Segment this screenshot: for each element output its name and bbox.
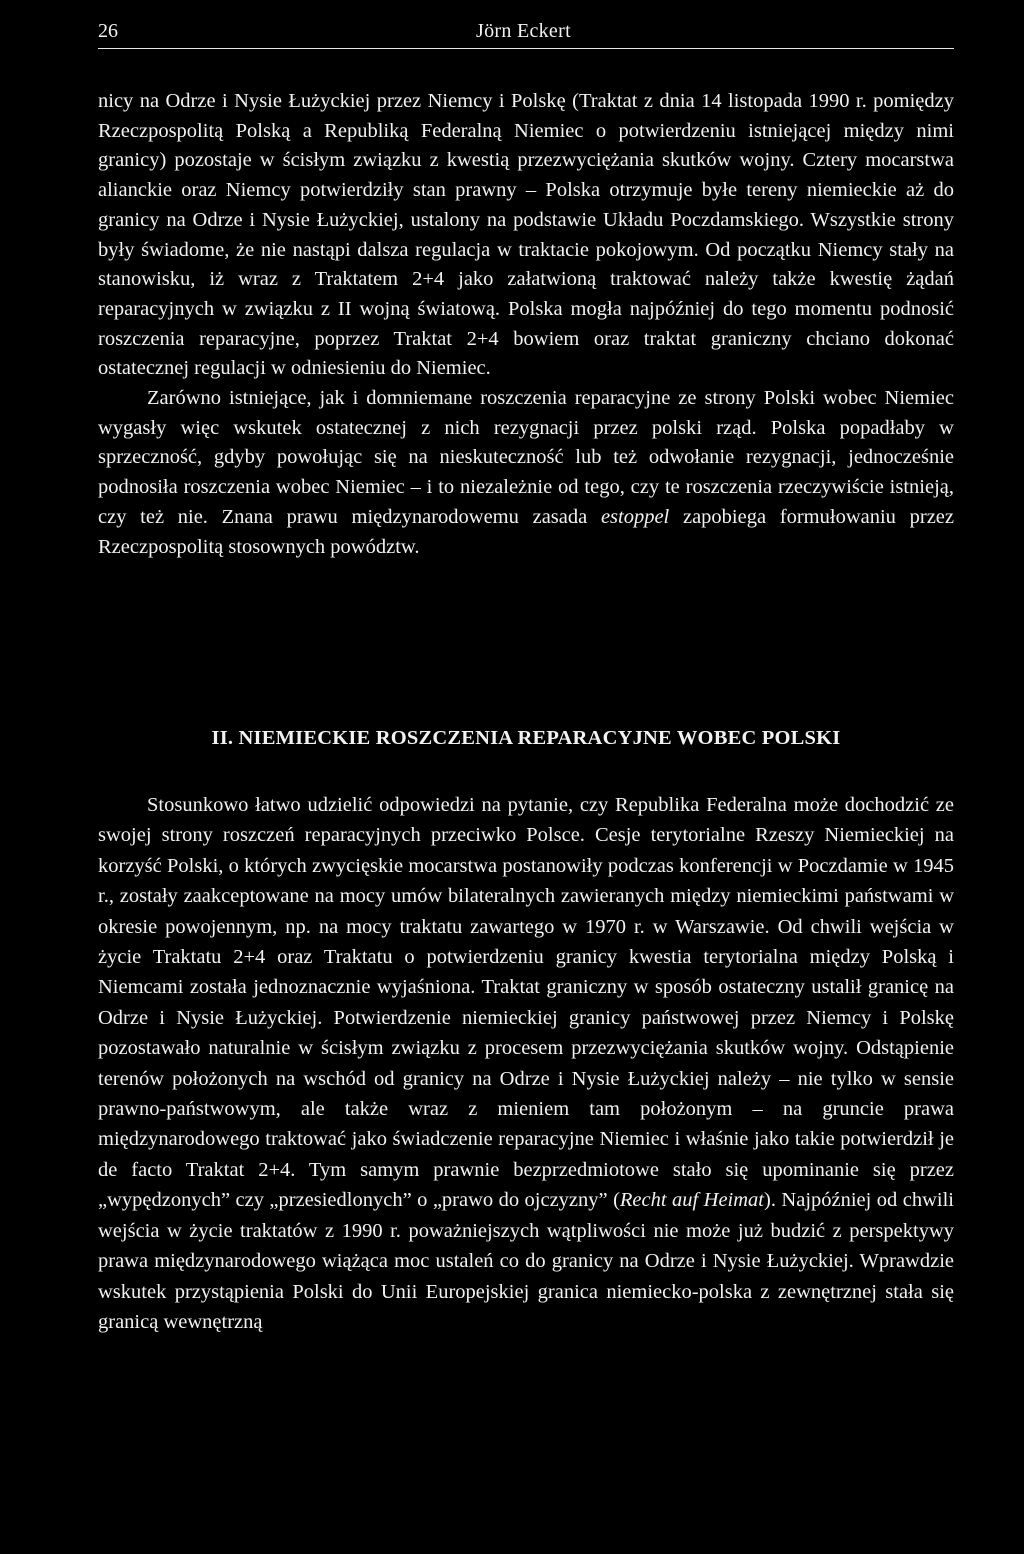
page-header xyxy=(98,14,954,49)
running-title: Jörn Eckert xyxy=(476,20,571,42)
paragraph-section-ii xyxy=(98,790,954,1337)
italic-term: Recht auf Heimat xyxy=(619,1189,765,1212)
page-number: 26 xyxy=(98,20,118,42)
body-text-top xyxy=(98,87,954,562)
body-text-bottom xyxy=(98,790,954,1337)
paragraph-text: Stosunkowo łatwo udzielić odpowiedzi na pytanie, czy Republika Federalna może dochodzić ze swojej strony roszczeń reparacyjnych przeciwko Polsce. Cesje terytorialne Rzeszy Niemieckiej na korzyść Polski, o których zwycięskie mocarstwa postanowiły podczas konferencji w Poczdamie w 1945 r., zostały zaakceptowane na mocy umów bilateralnych zawieranych między niemieckimi państwami w okresie powojennym, np. na mocy traktatu zawartego w 1970 r. w Warszawie. Od chwili wejścia w życie Traktatu 2+4 oraz Traktatu o potwierdzeniu granicy kwestia terytorialna między Polską i Niemcami została jednoznacznie wyjaśniona. Traktat graniczny w sposób ostateczny ustalił granicę na Odrze i Nysie Łużyckiej. Potwierdzenie niemieckiej granicy państwowej przez Niemcy i Polskę pozostawało naturalnie w ścisłym związku z procesem przezwyciężania skutków wojny. Odstąpienie terenów położonych na wschód od granicy na Odrze i Nysie Łużyckiej należy – nie tylko w sensie prawno-państwowym, ale także wraz z mieniem tam położonym – na gruncie prawa międzynarodowego traktować jako świadczenie reparacyjne Niemiec i właśnie jako takie potwierdził je de facto Traktat 2+4. Tym samym prawnie bezprzedmiotowe stało się upominanie się przez „wypędzonych” czy „przesiedlonych” o „prawo do ojczyzny” ( xyxy=(98,794,954,1212)
paragraph-continuation: nicy na Odrze i Nysie Łużyckiej przez Niemcy i Polskę (Traktat z dnia 14 listopada 1990 r. pomiędzy Rzeczpospolitą Polską a Republiką Federalną Niemiec o potwierdzeniu istniejącej między nimi granicy) pozostaje w ścisłym związku z kwestią przezwyciężania skutków wojny. Cztery mocarstwa alianckie oraz Niemcy potwierdziły stan prawny – Polska otrzymuje byłe tereny niemieckie aż do granicy na Odrze i Nysie Łużyckiej, ustalony na podstawie Układu Poczdamskiego. Wszystkie strony były świadome, że nie nastąpi dalsza regulacja w traktacie pokojowym. Od początku Niemcy stały na stanowisku, iż wraz z Traktatem 2+4 jako załatwioną traktować należy także kwestię żądań reparacyjnych w związku z II wojną światową. Polska mogła najpóźniej do tego momentu podnosić roszczenia reparacyjne, poprzez Traktat 2+4 bowiem oraz traktat graniczny chciano dokonać ostatecznej regulacji w odniesieniu do Niemiec. xyxy=(98,90,954,380)
paragraph-text: ). Najpóźniej od chwili wejścia w życie traktatów z 1990 r. poważniejszych wątpliwości nie może już budzić z perspektywy prawa międzynarodowego wiążąca moc ustaleń co do granicy na Odrze i Nysie Łużyckiej. Wprawdzie wskutek przystąpienia Polski do Unii Europejskiej granica niemiecko-polska z zewnętrznej stała się granicą wewnętrzną xyxy=(98,1189,954,1333)
paragraph-text: Zarówno istniejące, jak i domniemane roszczenia reparacyjne ze strony Polski wobec Niemiec wygasły więc wskutek ostatecznej z nich rezygnacji przez polski rząd. Polska popadłaby w sprzeczność, gdyby powołując się na nieskuteczność lub też odwołanie rezygnacji, jednocześnie podnosiła roszczenia wobec Niemiec – i to niezależnie od tego, czy te roszczenia rzeczywiście istnieją, czy też nie. Znana prawu międzynarodowemu zasada xyxy=(98,387,954,528)
italic-term: estoppel xyxy=(600,505,670,528)
paragraph-estoppel xyxy=(98,384,954,562)
paragraph-text: zapobiega formułowaniu przez Rzeczpospolitą stosownych powództw. xyxy=(98,505,955,558)
section-heading: II. NIEMIECKIE ROSZCZENIA REPARACYJNE WOBEC POLSKI xyxy=(211,727,841,749)
